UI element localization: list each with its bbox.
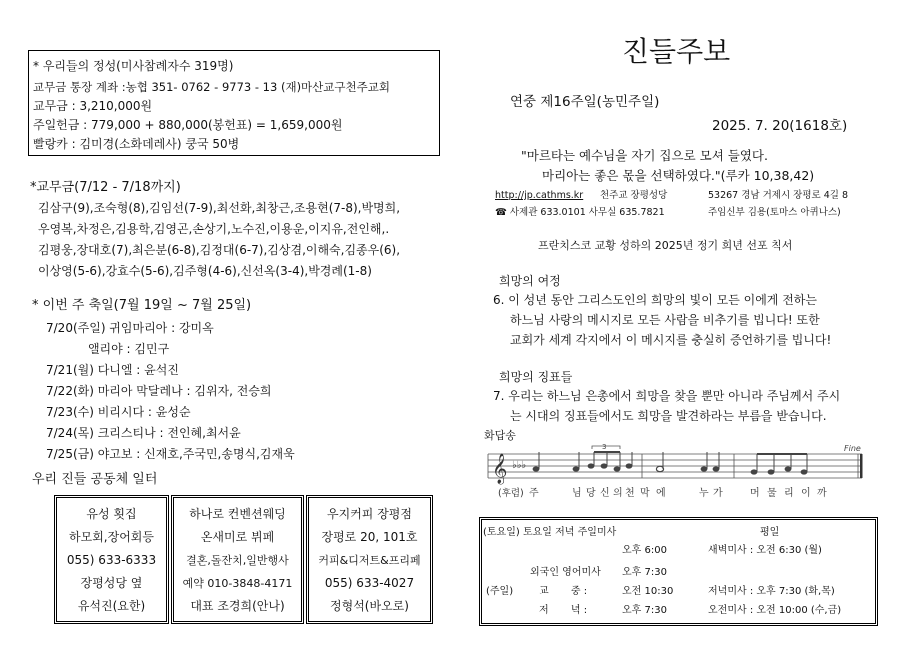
parish-address: 53267 경남 거제시 장평로 4길 8 [708,190,849,201]
parish-url[interactable]: http://jp.cathms.kr [495,190,584,201]
community-title: 우리 진들 공동체 일터 [32,472,158,487]
lyric-syllable: 막 [640,488,650,499]
feast-title: * 이번 주 축일(7월 19일 ~ 7월 25일) [32,298,252,313]
lyric-syllable: 누 [699,488,709,499]
dues-line: 이상영(5-6),강효수(5-6),김주형(4-6),신선옥(3-4),박경례(1-8) [38,264,372,278]
feast-line: 7/20(주일) 귀임마리아 : 강미옥 [46,321,214,335]
lyric-syllable: 리 [784,488,794,499]
lyric-syllable: 주 [529,488,539,499]
sat-mass-time: 오후 6:00 [622,545,667,556]
bull-paragraph: 는 시대의 징표들에서도 희망을 발견하라는 부름을 받습니다. [510,409,827,423]
liturgical-day: 연중 제16주일(농민주일) [510,94,660,110]
business-card [171,495,304,624]
business-line: 장평성당 옆 [80,576,143,590]
lyric-syllable: 신 [600,488,610,499]
lyric-syllable: 에 [656,488,666,499]
dawn-mass: 새벽미사 : 오전 6:30 (월) [708,545,822,556]
sunday-label: (주일) [486,586,514,597]
business-line: 커피&디저트&프리페 [318,554,421,567]
business-line: 장평로 20, 101호 [321,530,418,544]
section-title: 희망의 여정 [499,274,561,288]
sunday-collection: 주일헌금 : 779,000 + 880,000(봉헌표) = 1,659,000원 [33,118,343,132]
business-line: 온새미로 뷔페 [200,530,275,544]
parish-name: 천주교 장평성당 [600,190,668,201]
student-mass-label: 교 중 : [539,586,588,597]
feast-line: 7/23(수) 비리시다 : 윤성순 [46,405,191,419]
business-line: 하모회,장어회등 [69,530,154,544]
refrain-label: (후렴) [498,488,524,499]
sat-mass-label: (토요일) 토요일 저녁 주일미사 [483,527,617,538]
youth-mass-time: 오후 7:30 [622,605,667,616]
bulletin-title: 진들주보 [622,35,731,68]
business-phone: 055) 633-6333 [66,553,157,567]
business-phone: 055) 633-4027 [324,576,415,590]
bull-paragraph: 6. 이 성년 동안 그리스도인의 희망의 빛이 모든 이에게 전하는 [493,293,817,307]
bull-heading: 프란치스코 교황 성하의 2025년 정기 희년 선포 칙서 [538,239,793,252]
student-mass-time: 오전 10:30 [622,586,674,597]
lyric-syllable: 머 [750,488,760,499]
bull-paragraph: 7. 우리는 하느님 은총에서 희망을 찾을 뿐만 아니라 주님께서 주시 [493,389,841,403]
bull-paragraph: 하느님 사랑의 메시지로 모든 사람을 비추기를 빕니다! 또한 [510,313,820,327]
triplet-mark: 3 [602,444,607,451]
mass-schedule [479,517,878,626]
bull-paragraph: 교회가 세계 각지에서 이 메시지를 충실히 증언하기를 빕니다! [510,333,832,347]
feast-line: 앨리야 : 김민구 [46,342,170,356]
psalm-label: 화답송 [484,429,516,442]
foreign-mass-label: 외국인 영어미사 [530,567,601,578]
feast-line: 7/21(월) 다니엘 : 윤석진 [46,363,179,377]
feast-line: 7/25(금) 야고보 : 신재호,주국민,송명식,김재욱 [46,447,295,461]
lyric-syllable: 물 [767,488,777,499]
dues-line: 우영복,차정은,김용학,김영곤,손상기,노수진,이용운,이지유,전인해,. [38,222,390,236]
svg-text:𝄞: 𝄞 [492,454,508,484]
evening-mass: 저녁미사 : 오후 7:30 (화,목) [708,586,835,597]
lyric-syllable: 이 [801,488,811,499]
dues-line: 김삼구(9),조숙형(8),김임선(7-9),최선화,최창근,조용현(7-8),박명희, [38,201,401,215]
youth-mass-label: 저 녁 : [539,605,588,616]
dues-line: 김평웅,장대호(7),최은분(6-8),김정대(6-7),김상겸,이해숙,김종우(6), [38,243,401,257]
business-name: 유성 횟집 [86,507,137,521]
business-name: 우지커피 장평점 [327,507,412,521]
morning-mass: 오전미사 : 오전 10:00 (수,금) [708,605,842,616]
lyric-syllable: 의 [613,488,623,499]
lyric-syllable: 님 [572,488,582,499]
svg-text:♭♭♭: ♭♭♭ [512,460,527,471]
feast-line: 7/22(화) 마리아 막달레나 : 김위자, 전승희 [46,384,272,398]
account-line: 교무금 통장 계좌 :농협 351- 0762 - 9773 - 13 (재)마산교구천주교회 [33,80,390,94]
dues-total: 교무금 : 3,210,000원 [33,99,153,113]
dues-title: *교무금(7/12 - 7/18까지) [30,180,181,195]
music-staff [484,444,868,506]
fine-mark: Fine [844,444,861,453]
business-owner: 유석진(요한) [77,599,146,613]
lyric-syllable: 당 [586,488,596,499]
lyric-syllable: 가 [713,488,723,499]
business-owner: 대표 조경희(안나) [190,599,285,613]
feast-line: 7/24(목) 크리스티나 : 전인혜,최서윤 [46,426,241,440]
foreign-mass-time: 오후 7:30 [622,567,667,578]
psalm-score [484,444,868,506]
parish-phone: ☎ 사제관 633.0101 사무실 635.7821 [495,207,665,218]
business-line: 결혼,돌잔치,일반행사 [186,554,289,567]
gospel-quote: "마르타는 예수님을 자기 집으로 모셔 들였다. [521,148,768,163]
weekday-label: 평일 [760,527,780,538]
lyric-syllable: 까 [817,488,827,499]
section-title: 희망의 징표들 [499,370,573,384]
pastor-name: 주임신부 김용(토마스 아퀴나스) [708,207,841,218]
business-name: 하나로 컨벤션웨딩 [189,507,286,521]
offering-title: * 우리들의 정성(미사참례자수 319명) [33,59,234,73]
business-card [306,495,433,624]
offering-box [28,50,440,156]
business-phone: 예약 010-3848-4171 [182,577,293,590]
issue-date: 2025. 7. 20(1618호) [712,118,848,134]
business-owner: 정형석(바오로) [330,599,409,613]
business-card [54,495,169,624]
lyric-syllable: 천 [625,488,635,499]
gospel-quote: 마리아는 좋은 몫을 선택하였다."(루카 10,38,42) [542,168,815,183]
palanca-line: 빨랑카 : 김미경(소화데레사) 쿵국 50병 [33,137,240,151]
